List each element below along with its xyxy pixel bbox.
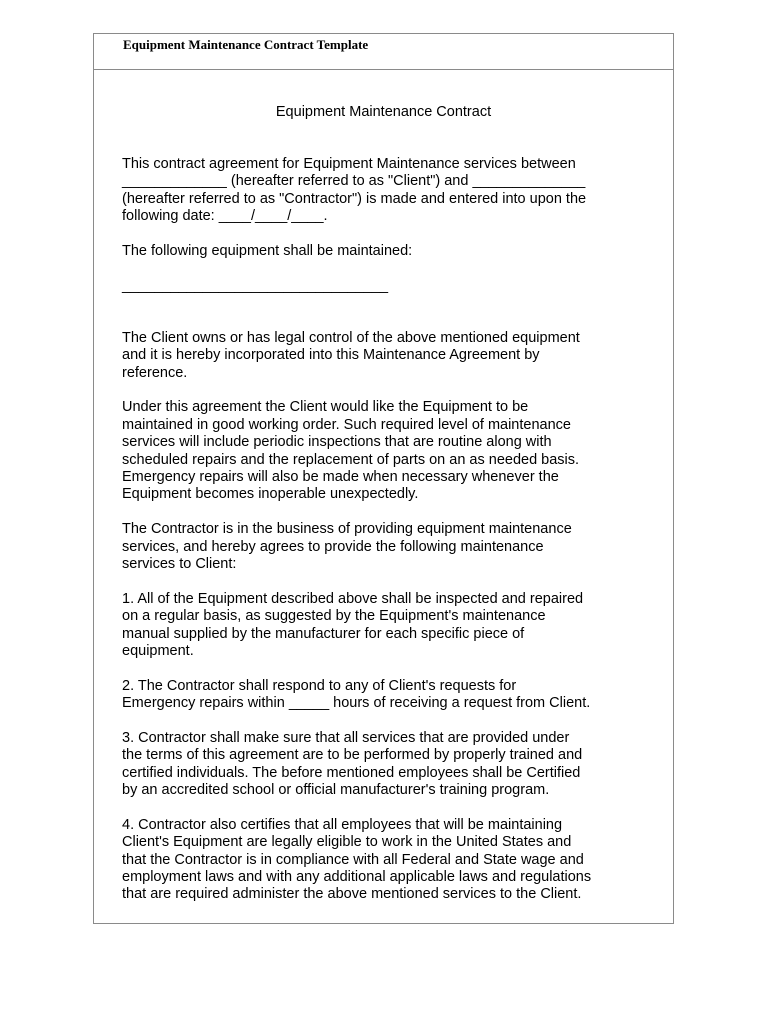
- text-line: 4. Contractor also certifies that all employees that will be maintaining: [122, 816, 563, 833]
- text-line: services, and hereby agrees to provide the following maintenance: [122, 538, 544, 555]
- text-line: that the Contractor is in compliance with all Federal and State wage and: [122, 851, 584, 868]
- text-line: employment laws and with any additional applicable laws and regulations: [122, 869, 592, 886]
- text-line: The following equipment shall be maintained:: [122, 242, 413, 259]
- text-line: The Client owns or has legal control of the above mentioned equipment: [122, 329, 580, 346]
- text-line: services will include periodic inspections that are routine along with: [122, 434, 552, 451]
- header-title: Equipment Maintenance Contract Template: [123, 37, 369, 52]
- text-line: equipment.: [122, 642, 194, 659]
- text-line: manual supplied by the manufacturer for each specific piece of: [122, 625, 525, 642]
- list-item-1: [122, 591, 662, 661]
- text-line: _____________ (hereafter referred to as "Client") and ______________: [122, 173, 586, 190]
- ownership-paragraph: [122, 330, 662, 382]
- text-line: The Contractor is in the business of providing equipment maintenance: [122, 521, 572, 538]
- text-line: services to Client:: [122, 556, 237, 572]
- text-line: on a regular basis, as suggested by the Equipment's maintenance: [122, 608, 546, 625]
- text-line: maintained in good working order. Such required level of maintenance: [122, 416, 571, 433]
- text-line: Under this agreement the Client would like the Equipment to be: [122, 399, 529, 416]
- text-line: and it is hereby incorporated into this Maintenance Agreement by: [122, 347, 540, 364]
- text-line: 3. Contractor shall make sure that all services that are provided under: [122, 729, 570, 746]
- text-line: the terms of this agreement are to be performed by properly trained and: [122, 747, 583, 764]
- page-header: [94, 34, 673, 70]
- text-line: Emergency repairs within _____ hours of receiving a request from Client.: [122, 695, 591, 712]
- equipment-blank-line: [122, 278, 662, 295]
- text-line: Emergency repairs will also be made when necessary whenever the: [122, 469, 559, 486]
- text-line: 2. The Contractor shall respond to any of Client's requests for: [122, 677, 517, 694]
- list-item-2: [122, 678, 662, 713]
- text-line: certified individuals. The before mentioned employees shall be Certified: [122, 764, 581, 781]
- text-line: Client's Equipment are legally eligible to work in the United States and: [122, 834, 572, 851]
- agreement-paragraph: [122, 399, 662, 503]
- document-page: [93, 33, 674, 924]
- list-item-3: [122, 730, 662, 800]
- list-item-4: [122, 817, 662, 904]
- text-line: Equipment becomes inoperable unexpectedly.: [122, 486, 419, 503]
- intro-paragraph: [122, 156, 662, 226]
- text-line: following date: ____/____/____.: [122, 208, 328, 225]
- equipment-heading-paragraph: [122, 243, 662, 260]
- text-line: (hereafter referred to as "Contractor") is made and entered into upon the: [122, 190, 587, 207]
- document-body: [122, 156, 662, 904]
- contractor-business-paragraph: [122, 521, 662, 573]
- document-title: Equipment Maintenance Contract: [275, 104, 492, 120]
- text-line: that are required administer the above mentioned services to the Client.: [122, 886, 582, 903]
- text-line: scheduled repairs and the replacement of parts on an as needed basis.: [122, 451, 580, 468]
- text-line: 1. All of the Equipment described above shall be inspected and repaired: [122, 590, 584, 607]
- text-line: reference.: [122, 364, 188, 381]
- text-line: by an accredited school or official manufacturer's training program.: [122, 782, 550, 799]
- text-line: This contract agreement for Equipment Maintenance services between: [122, 156, 576, 172]
- text-line: _________________________________: [122, 277, 389, 294]
